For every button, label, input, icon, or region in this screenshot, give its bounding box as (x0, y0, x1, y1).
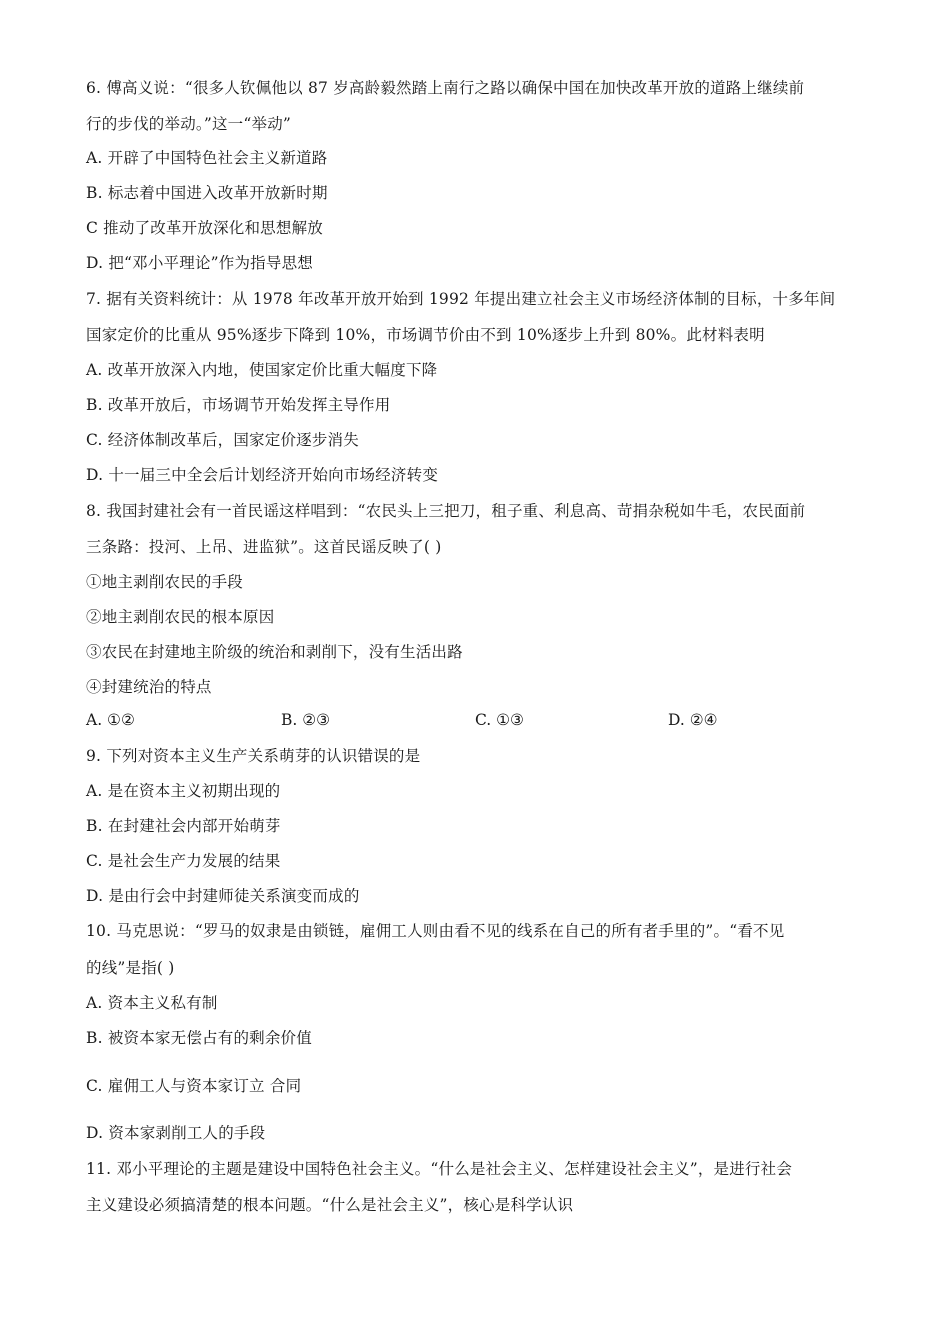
question-9-option-c: C. 是社会生产力发展的结果 (86, 852, 281, 870)
question-7-stem-line-2: 国家定价的比重从 95%逐步下降到 10%，市场调节价由不到 10%逐步上升到 80%。此材料表明 (86, 326, 765, 344)
question-7-option-c: C. 经济体制改革后，国家定价逐步消失 (86, 431, 359, 449)
question-8-statement-3: ③农民在封建地主阶级的统治和剥削下，没有生活出路 (86, 643, 463, 661)
question-8-statement-1: ①地主剥削农民的手段 (86, 573, 244, 591)
question-7-option-b: B. 改革开放后，市场调节开始发挥主导作用 (86, 396, 391, 414)
question-10-option-c: C. 雇佣工人与资本家订立 合同 (86, 1077, 302, 1095)
question-6-option-c: C 推动了改革开放深化和思想解放 (86, 219, 323, 237)
question-10-option-a: A. 资本主义私有制 (86, 994, 218, 1012)
question-8-stem-line-1: 8. 我国封建社会有一首民谣这样唱到：“农民头上三把刀，租子重、利息高、苛捐杂税如牛毛，农民面前 (86, 502, 806, 520)
question-9-option-b: B. 在封建社会内部开始萌芽 (86, 817, 281, 835)
question-10-option-d: D. 资本家剥削工人的手段 (86, 1124, 266, 1142)
question-8-statement-4: ④封建统治的特点 (86, 678, 212, 696)
question-7-stem-line-1: 7. 据有关资料统计：从 1978 年改革开放开始到 1992 年提出建立社会主义市场经济体制的目标，十多年间 (86, 290, 836, 308)
question-9-option-a: A. 是在资本主义初期出现的 (86, 782, 281, 800)
question-6-option-b: B. 标志着中国进入改革开放新时期 (86, 184, 328, 202)
question-6-stem-line-2: 行的步伐的举动。”这一“举动” (86, 115, 292, 133)
question-9-stem: 9. 下列对资本主义生产关系萌芽的认识错误的是 (86, 747, 421, 765)
question-8-option-c: C. ①③ (475, 711, 524, 729)
question-7-option-a: A. 改革开放深入内地，使国家定价比重大幅度下降 (86, 361, 438, 379)
question-6-option-d: D. 把“邓小平理论”作为指导思想 (86, 254, 313, 272)
question-8-stem-line-2: 三条路：投河、上吊、进监狱”。这首民谣反映了( ) (86, 538, 442, 556)
question-10-stem-line-1: 10. 马克思说：“罗马的奴隶是由锁链，雇佣工人则由看不见的线系在自己的所有者手里的”。“看不见 (86, 922, 785, 940)
question-9-option-d: D. 是由行会中封建师徒关系演变而成的 (86, 887, 360, 905)
question-7-option-d: D. 十一届三中全会后计划经济开始向市场经济转变 (86, 466, 439, 484)
question-8-option-d: D. ②④ (668, 711, 718, 729)
question-11-stem-line-1: 11. 邓小平理论的主题是建设中国特色社会主义。“什么是社会主义、怎样建设社会主义”，是进行社会 (86, 1160, 793, 1178)
question-10-option-b: B. 被资本家无偿占有的剩余价值 (86, 1029, 312, 1047)
question-8-option-b: B. ②③ (281, 711, 331, 729)
question-6-option-a: A. 开辟了中国特色社会主义新道路 (86, 149, 328, 167)
question-10-stem-line-2: 的线”是指( ) (86, 959, 175, 977)
question-8-statement-2: ②地主剥削农民的根本原因 (86, 608, 275, 626)
question-11-stem-line-2: 主义建设必须搞清楚的根本问题。“什么是社会主义”，核心是科学认识 (86, 1196, 574, 1214)
question-6-stem-line-1: 6. 傅高义说：“很多人钦佩他以 87 岁高龄毅然踏上南行之路以确保中国在加快改革开放的道路上继续前 (86, 79, 805, 97)
question-8-option-a: A. ①② (86, 711, 135, 729)
